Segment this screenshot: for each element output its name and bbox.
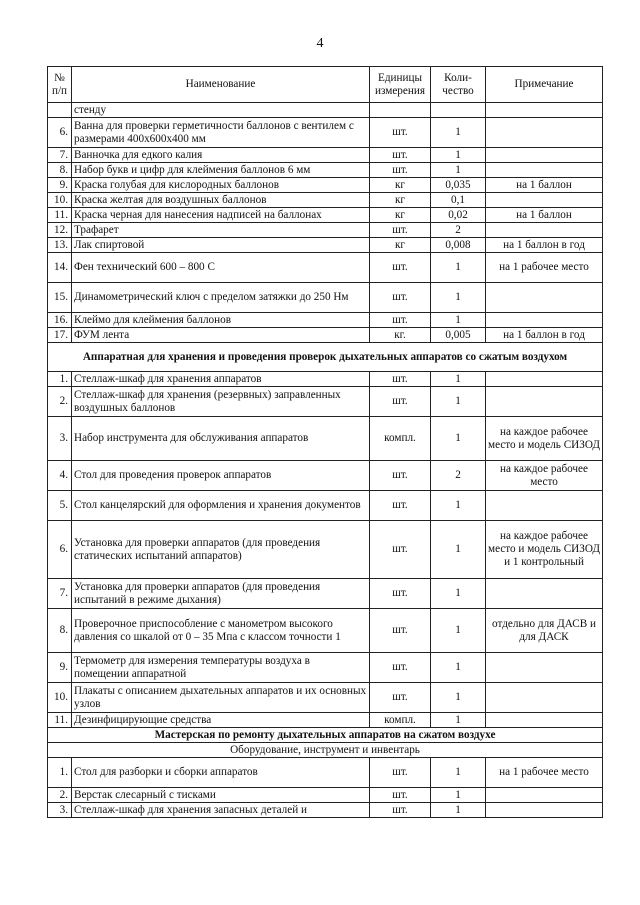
item-name: Клеймо для клеймения баллонов — [72, 313, 370, 328]
quantity-cell: 2 — [431, 461, 486, 491]
table-row — [48, 713, 603, 728]
subsection-title-2: Оборудование, инструмент и инвентарь — [48, 743, 603, 758]
note-cell: на каждое рабочее место и модель СИЗОД — [486, 417, 603, 461]
note-cell: на 1 баллон в год — [486, 328, 603, 343]
note-cell — [486, 491, 603, 521]
item-name: ФУМ лента — [72, 328, 370, 343]
row-number: 15. — [48, 283, 72, 313]
note-cell — [486, 283, 603, 313]
unit-cell: шт. — [370, 803, 431, 818]
quantity-cell: 1 — [431, 253, 486, 283]
table-row — [48, 683, 603, 713]
note-cell — [486, 148, 603, 163]
table-row — [48, 118, 603, 148]
item-name: Краска желтая для воздушных баллонов — [72, 193, 370, 208]
quantity-cell: 1 — [431, 521, 486, 579]
item-name: Верстак слесарный с тисками — [72, 788, 370, 803]
quantity-cell: 1 — [431, 758, 486, 788]
quantity-cell: 1 — [431, 283, 486, 313]
note-cell: на 1 баллон в год — [486, 238, 603, 253]
note-cell — [486, 163, 603, 178]
unit-cell: шт. — [370, 283, 431, 313]
row-number: 11. — [48, 208, 72, 223]
item-name: Плакаты с описанием дыхательных аппаратов и их основных узлов — [72, 683, 370, 713]
table-row — [48, 372, 603, 387]
row-number: 14. — [48, 253, 72, 283]
unit-cell: шт. — [370, 253, 431, 283]
unit-cell: шт. — [370, 118, 431, 148]
header-qty: Коли-чество — [431, 67, 486, 103]
note-cell — [486, 223, 603, 238]
rows-group-a — [48, 118, 603, 343]
item-name: Проверочное приспособление с манометром высокого давления со шкалой от 0 – 35 Мпа с классом точности 1 — [72, 609, 370, 653]
row-number: 2. — [48, 387, 72, 417]
continuation-text: стенду — [72, 103, 370, 118]
unit-cell: шт. — [370, 372, 431, 387]
table-row — [48, 208, 603, 223]
note-cell — [486, 193, 603, 208]
table-row — [48, 238, 603, 253]
unit-cell: шт. — [370, 148, 431, 163]
quantity-cell: 1 — [431, 579, 486, 609]
quantity-cell: 1 — [431, 163, 486, 178]
item-name: Фен технический 600 – 800 С — [72, 253, 370, 283]
unit-cell: шт. — [370, 653, 431, 683]
quantity-cell: 0,005 — [431, 328, 486, 343]
rows-group-c — [48, 758, 603, 818]
item-name: Ванночка для едкого калия — [72, 148, 370, 163]
note-cell: на 1 баллон — [486, 208, 603, 223]
section-title-1: Аппаратная для хранения и проведения проверок дыхательных аппаратов со сжатым воздухом — [48, 343, 603, 372]
note-cell — [486, 713, 603, 728]
unit-cell: шт. — [370, 491, 431, 521]
note-cell: на 1 баллон — [486, 178, 603, 193]
note-cell — [486, 118, 603, 148]
table-row — [48, 803, 603, 818]
row-number: 7. — [48, 579, 72, 609]
quantity-cell: 0,008 — [431, 238, 486, 253]
page-number: 4 — [316, 36, 324, 51]
note-cell — [486, 387, 603, 417]
item-name: Стеллаж-шкаф для хранения запасных деталей и — [72, 803, 370, 818]
note-cell — [486, 313, 603, 328]
quantity-cell: 1 — [431, 313, 486, 328]
row-number: 5. — [48, 491, 72, 521]
item-name: Набор инструмента для обслуживания аппаратов — [72, 417, 370, 461]
item-name: Динамометрический ключ с пределом затяжки до 250 Нм — [72, 283, 370, 313]
item-name: Установка для проверки аппаратов (для проведения статических испытаний аппаратов) — [72, 521, 370, 579]
row-number: 10. — [48, 193, 72, 208]
row-number: 4. — [48, 461, 72, 491]
table-row — [48, 788, 603, 803]
unit-cell: кг — [370, 193, 431, 208]
rows-group-b — [48, 372, 603, 728]
unit-cell: шт. — [370, 313, 431, 328]
note-cell — [486, 683, 603, 713]
quantity-cell: 1 — [431, 387, 486, 417]
header-note: Примечание — [486, 67, 603, 103]
note-cell — [486, 372, 603, 387]
unit-cell: шт. — [370, 387, 431, 417]
row-number: 13. — [48, 238, 72, 253]
quantity-cell: 1 — [431, 491, 486, 521]
note-cell: на каждое рабочее место — [486, 461, 603, 491]
item-name: Лак спиртовой — [72, 238, 370, 253]
table-row — [48, 253, 603, 283]
quantity-cell: 0,1 — [431, 193, 486, 208]
quantity-cell: 1 — [431, 609, 486, 653]
note-cell: отдельно для ДАСВ и для ДАСК — [486, 609, 603, 653]
unit-cell: шт. — [370, 163, 431, 178]
table-row — [48, 609, 603, 653]
item-name: Установка для проверки аппаратов (для проведения испытаний в режиме дыхания) — [72, 579, 370, 609]
header-name: Наименование — [72, 67, 370, 103]
unit-cell: шт. — [370, 758, 431, 788]
quantity-cell: 1 — [431, 713, 486, 728]
row-number: 9. — [48, 178, 72, 193]
quantity-cell: 1 — [431, 803, 486, 818]
note-cell — [486, 803, 603, 818]
row-number: 1. — [48, 758, 72, 788]
table-row — [48, 417, 603, 461]
quantity-cell: 1 — [431, 653, 486, 683]
item-name: Трафарет — [72, 223, 370, 238]
item-name: Стеллаж-шкаф для хранения аппаратов — [72, 372, 370, 387]
quantity-cell: 1 — [431, 683, 486, 713]
unit-cell: кг — [370, 178, 431, 193]
header-num: № п/п — [48, 67, 72, 103]
unit-cell: кг — [370, 238, 431, 253]
note-cell — [486, 788, 603, 803]
item-name: Краска голубая для кислородных баллонов — [72, 178, 370, 193]
row-number: 8. — [48, 609, 72, 653]
section-title-2: Мастерская по ремонту дыхательных аппаратов на сжатом воздухе — [48, 728, 603, 743]
note-cell — [486, 579, 603, 609]
item-name: Дезинфицирующие средства — [72, 713, 370, 728]
item-name: Стол для разборки и сборки аппаратов — [72, 758, 370, 788]
table-row — [48, 193, 603, 208]
table-row — [48, 148, 603, 163]
row-number: 16. — [48, 313, 72, 328]
note-cell: на каждое рабочее место и модель СИЗОД и 1 контрольный — [486, 521, 603, 579]
quantity-cell: 1 — [431, 148, 486, 163]
quantity-cell: 1 — [431, 118, 486, 148]
table-row — [48, 491, 603, 521]
item-name: Ванна для проверки герметичности баллонов с вентилем с размерами 400х600х400 мм — [72, 118, 370, 148]
table-row — [48, 653, 603, 683]
quantity-cell: 1 — [431, 372, 486, 387]
table-row — [48, 313, 603, 328]
row-number: 9. — [48, 653, 72, 683]
table-row — [48, 387, 603, 417]
row-number: 17. — [48, 328, 72, 343]
unit-cell: компл. — [370, 417, 431, 461]
table-row — [48, 521, 603, 579]
quantity-cell: 0,02 — [431, 208, 486, 223]
item-name: Стол канцелярский для оформления и хранения документов — [72, 491, 370, 521]
quantity-cell: 0,035 — [431, 178, 486, 193]
unit-cell: шт. — [370, 579, 431, 609]
item-name: Термометр для измерения температуры воздуха в помещении аппаратной — [72, 653, 370, 683]
unit-cell: компл. — [370, 713, 431, 728]
row-number: 1. — [48, 372, 72, 387]
note-cell — [486, 653, 603, 683]
unit-cell: шт. — [370, 521, 431, 579]
unit-cell: кг — [370, 208, 431, 223]
unit-cell: шт. — [370, 683, 431, 713]
row-number: 7. — [48, 148, 72, 163]
table-row — [48, 758, 603, 788]
table-row — [48, 461, 603, 491]
table-row — [48, 163, 603, 178]
unit-cell: шт. — [370, 461, 431, 491]
row-number: 10. — [48, 683, 72, 713]
row-number: 8. — [48, 163, 72, 178]
table-row — [48, 328, 603, 343]
row-number: 11. — [48, 713, 72, 728]
header-unit: Единицы измерения — [370, 67, 431, 103]
unit-cell: шт. — [370, 788, 431, 803]
note-cell: на 1 рабочее место — [486, 253, 603, 283]
note-cell: на 1 рабочее место — [486, 758, 603, 788]
row-number: 6. — [48, 521, 72, 579]
row-number: 2. — [48, 788, 72, 803]
quantity-cell: 1 — [431, 788, 486, 803]
row-number: 12. — [48, 223, 72, 238]
table-row — [48, 579, 603, 609]
item-name: Стол для проведения проверок аппаратов — [72, 461, 370, 491]
table-row — [48, 223, 603, 238]
table-row — [48, 178, 603, 193]
unit-cell: шт. — [370, 223, 431, 238]
unit-cell: кг. — [370, 328, 431, 343]
quantity-cell: 2 — [431, 223, 486, 238]
row-number: 6. — [48, 118, 72, 148]
item-name: Стеллаж-шкаф для хранения (резервных) заправленных воздушных баллонов — [72, 387, 370, 417]
row-number: 3. — [48, 417, 72, 461]
quantity-cell: 1 — [431, 417, 486, 461]
item-name: Краска черная для нанесения надписей на баллонах — [72, 208, 370, 223]
equipment-table — [47, 66, 603, 818]
row-number: 3. — [48, 803, 72, 818]
item-name: Набор букв и цифр для клеймения баллонов 6 мм — [72, 163, 370, 178]
table-row — [48, 283, 603, 313]
unit-cell: шт. — [370, 609, 431, 653]
